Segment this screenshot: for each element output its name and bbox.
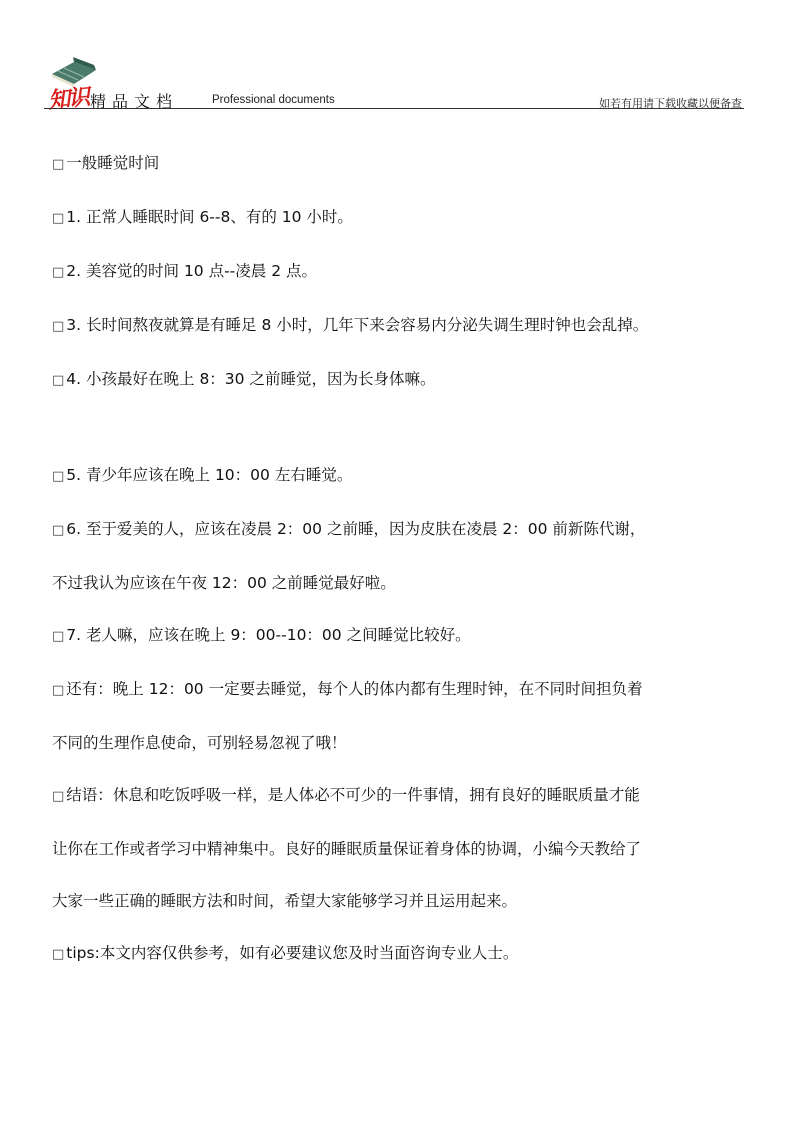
checkbox-glyph-icon: □ bbox=[52, 157, 65, 172]
paragraph bbox=[52, 366, 768, 394]
checkbox-glyph-icon: □ bbox=[52, 789, 65, 804]
paragraph-text: 让你在工作或者学习中精神集中。良好的睡眠质量保证着身体的协调，小编今天教给了 bbox=[52, 840, 642, 858]
paragraph-line bbox=[52, 258, 768, 286]
page-header bbox=[44, 52, 756, 115]
paragraph-line bbox=[52, 782, 768, 810]
paragraph-line bbox=[52, 516, 768, 544]
paragraph-text: tips:本文内容仅供参考，如有必要建议您及时当面咨询专业人士。 bbox=[66, 944, 519, 962]
paragraph-line bbox=[52, 676, 768, 704]
paragraph-line bbox=[52, 836, 768, 862]
checkbox-glyph-icon: □ bbox=[52, 265, 65, 280]
brand-title: 精品文档 bbox=[90, 92, 179, 111]
paragraph-line bbox=[52, 622, 768, 650]
paragraph bbox=[52, 622, 768, 650]
paragraph-line bbox=[52, 204, 768, 232]
paragraph bbox=[52, 258, 768, 286]
checkbox-glyph-icon: □ bbox=[52, 683, 65, 698]
paragraph-line bbox=[52, 150, 768, 178]
paragraph-line bbox=[52, 312, 768, 340]
paragraph-line bbox=[52, 888, 768, 914]
paragraph-text: 结语：休息和吃饭呼吸一样，是人体必不可少的一件事情，拥有良好的睡眠质量才能 bbox=[66, 786, 640, 804]
paragraph-text: 不同的生理作息使命，可别轻易忽视了哦！ bbox=[52, 734, 347, 752]
paragraph bbox=[52, 940, 768, 968]
paragraph-line bbox=[52, 366, 768, 394]
checkbox-glyph-icon: □ bbox=[52, 211, 65, 226]
checkbox-glyph-icon: □ bbox=[52, 469, 65, 484]
paragraph-text: 7. 老人嘛，应该在晚上 9：00--10：00 之间睡觉比较好。 bbox=[66, 626, 471, 644]
logo-text: 知识 bbox=[46, 83, 90, 115]
checkbox-glyph-icon: □ bbox=[52, 523, 65, 538]
checkbox-glyph-icon: □ bbox=[52, 373, 65, 388]
brand-subtitle: Professional documents bbox=[212, 94, 335, 106]
paragraph bbox=[52, 150, 768, 178]
checkbox-glyph-icon: □ bbox=[52, 319, 65, 334]
paragraph-line bbox=[52, 570, 768, 596]
paragraph bbox=[52, 676, 768, 756]
paragraph-line bbox=[52, 940, 768, 968]
paragraph-text: 6. 至于爱美的人，应该在凌晨 2：00 之前睡，因为皮肤在凌晨 2：00 前新陈代谢， bbox=[66, 520, 646, 538]
checkbox-glyph-icon: □ bbox=[52, 629, 65, 644]
paragraph-text: 3. 长时间熬夜就算是有睡足 8 小时，几年下来会容易内分泌失调生理时钟也会乱掉。 bbox=[66, 316, 649, 334]
paragraph-text: 一般睡觉时间 bbox=[66, 154, 160, 172]
paragraph bbox=[52, 204, 768, 232]
paragraph-text: 还有：晚上 12：00 一定要去睡觉，每个人的体内都有生理时钟，在不同时间担负着 bbox=[66, 680, 643, 698]
paragraph-text: 2. 美容觉的时间 10 点--凌晨 2 点。 bbox=[66, 262, 317, 280]
paragraph bbox=[52, 462, 768, 490]
document-body bbox=[52, 124, 768, 968]
paragraph bbox=[52, 312, 768, 340]
paragraph-text: 不过我认为应该在午夜 12：00 之前睡觉最好啦。 bbox=[52, 574, 396, 592]
header-tagline: 如若有用请下载收藏以便备查 bbox=[599, 97, 742, 110]
paragraph bbox=[52, 782, 768, 914]
paragraph-text: 5. 青少年应该在晚上 10：00 左右睡觉。 bbox=[66, 466, 353, 484]
paragraph bbox=[52, 516, 768, 596]
paragraph-text: 1. 正常人睡眠时间 6--8、有的 10 小时。 bbox=[66, 208, 353, 226]
paragraph-text: 大家一些正确的睡眠方法和时间，希望大家能够学习并且运用起来。 bbox=[52, 892, 518, 910]
paragraph-line bbox=[52, 462, 768, 490]
header-divider bbox=[44, 108, 744, 109]
checkbox-glyph-icon: □ bbox=[52, 947, 65, 962]
paragraph-text: 4. 小孩最好在晚上 8：30 之前睡觉，因为长身体嘛。 bbox=[66, 370, 436, 388]
paragraph-line bbox=[52, 730, 768, 756]
